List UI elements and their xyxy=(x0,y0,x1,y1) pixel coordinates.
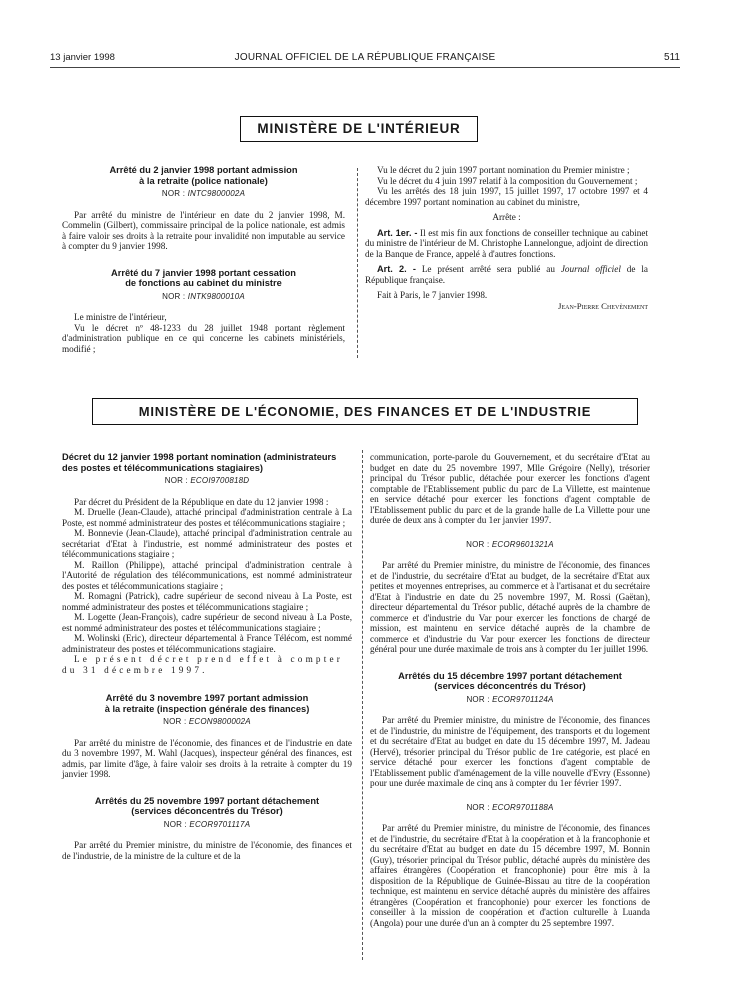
header-rule xyxy=(50,67,680,68)
article-1: Art. 1er. - Il est mis fin aux fonctions de conseiller technique au cabinet du ministre de l'intérieur de M. Christophe Lannelongue, adjoint de direction de la Banque de France, appelé à d'autres fonctions. xyxy=(365,227,648,259)
decree-body: Par arrêté du Premier ministre, du ministre de l'économie, des finances et de l'industrie, du secrétaire d'Etat à la coopération et à la francophonie et du secrétaire d'Etat au budget en date du 15 décembre 1997, M. Bonnin (Guy), trésorier principal du Trésor public, détaché auprès du ministère des affaires étrangères (Coopération et francophonie) pour être mis à la disposition de la République de Guinée-Bissau au titre de la coopération technique, est maintenu en service détaché auprès du ministère des affaires étrangères (Coopération et francophonie) pour exercer les fonctions de conseiller à la mission de coopération et d'action culturelle à Luanda (Angola) pour une durée d'un an à compter du 25 septembre 1997. xyxy=(370,823,650,928)
nor-reference: NOR : INTK9800010A xyxy=(162,291,245,301)
issue-date: 13 janvier 1998 xyxy=(50,52,115,63)
journal-title: JOURNAL OFFICIEL DE LA RÉPUBLIQUE FRANÇAISE xyxy=(234,52,496,63)
decree-body: communication, porte-parole du Gouvernement, et du secrétaire d'Etat au budget en date du 25 novembre 1997, Mlle Grégoire (Nelly), trésorier principal du Trésor public, détachée pour exercer les fonctions d'agent comptable de l'Etablissement public du parc de La Villette, est maintenue en service détaché pour exercer les fonctions d'agent comptable de l'Etablissement public du parc et de la grande halle de La Villette pour une durée de deux ans à compter du 1er janvier 1997. xyxy=(370,452,650,525)
decree-paragraph: Le présent décret prend effet à compter du 31 décembre 1997. xyxy=(62,654,344,675)
decree-paragraph: Vu le décret du 4 juin 1997 relatif à la composition du Gouvernement ; xyxy=(377,175,638,186)
nor-reference: NOR : ECOR9701188A xyxy=(466,802,554,812)
nor-reference: NOR : ECOI9700818D xyxy=(164,476,250,485)
decree-paragraph: M. Wolinski (Eric), directeur départemental à France Télécom, est nommé administrateur des postes et télécommunications stagiaire. xyxy=(62,633,352,654)
decree-paragraph: M. Raillon (Philippe), attaché principal d'administration centrale à l'Autorité de régulation des télécommunications, est nommé administrateur des postes et télécommunications stagiaire ; xyxy=(62,559,352,591)
decree-paragraph: Vu le décret du 2 juin 1997 portant nomination du Premier ministre ; xyxy=(377,165,630,175)
arrete-label: Arrête : xyxy=(492,212,521,222)
decree-paragraph: Par décret du Président de la République en date du 12 janvier 1998 : xyxy=(74,496,329,507)
section-heading-economie: MINISTÈRE DE L'ÉCONOMIE, DES FINANCES ET DE L'INDUSTRIE xyxy=(92,398,638,425)
decree-body: Par arrêté du Premier ministre, du ministre de l'économie, des finances et de l'industrie, du ministre de l'équipement, des transports et du logement et du secrétaire d'Etat au budget en date du 15 décembre 1997, M. Jadeau (Hervé), trésorier principal du Trésor public de 1re catégorie, est placé en service détaché pour exercer les fonctions d'agent comptable de l'Etablissement public d'aménagement de la ville nouvelle d'Evry (Essonne) pour une durée maximale de cinq ans à compter du 1er février 1997. xyxy=(370,715,650,788)
column-separator xyxy=(362,450,363,960)
date-place: Fait à Paris, le 7 janvier 1998. xyxy=(377,290,488,300)
decree-body: Par arrêté du Premier ministre, du ministre de l'économie, des finances et de l'industrie, du secrétaire d'Etat au budget, de la secrétaire d'Etat aux petites et moyennes entreprises, au commerce et à l'artisanat et du secrétaire d'Etat à l'industrie en date du 25 novembre 1997, M. Rossi (Gaëtan), directeur départemental du Trésor public, détaché auprès de la chambre de commerce et d'industrie du Var pour exercer les fonctions de chargé de mission, est maintenu en service détaché auprès de la chambre de commerce et d'industrie du Var pour exercer les fonctions de directeur général pour une durée maximale de trois ans à compter du 1er juillet 1996. xyxy=(370,560,650,654)
page-header xyxy=(50,52,680,66)
economie-right-column xyxy=(370,452,650,928)
decree-title: (services déconcentrés du Trésor) xyxy=(131,806,283,816)
section-heading-interieur: MINISTÈRE DE L'INTÉRIEUR xyxy=(240,116,478,142)
decree-title: Arrêté du 7 janvier 1998 portant cessation xyxy=(111,267,296,278)
decree-title: Décret du 12 janvier 1998 portant nomination (administrateurs des postes et télécommunications stagiaires) xyxy=(62,452,337,473)
interieur-left-column xyxy=(62,165,345,354)
decree-paragraph: Vu les arrêtés des 18 juin 1997, 15 juillet 1997, 17 octobre 1997 et 4 décembre 1997 portant nomination au cabinet du ministre, xyxy=(365,186,648,207)
decree-title: à la retraite (police nationale) xyxy=(139,175,268,186)
nor-reference: NOR : ECON9800002A xyxy=(163,717,251,726)
decree-body: Par arrêté du ministre de l'intérieur en date du 2 janvier 1998, M. Commelin (Gilbert), commissaire principal de la police nationale, est admis à faire valoir ses droits à la retraite pour invalidité non imputable au service à compter du 9 janvier 1998. xyxy=(62,209,345,251)
decree-title: Arrêtés du 25 novembre 1997 portant détachement xyxy=(94,795,320,806)
nor-reference: NOR : INTC9800002A xyxy=(161,189,246,198)
nor-reference: NOR : ECOR9601321A xyxy=(466,539,554,549)
economie-left-column xyxy=(62,452,352,861)
decree-title: Arrêtés du 15 décembre 1997 portant détachement xyxy=(398,670,622,681)
decree-body: Par arrêté du Premier ministre, du ministre de l'économie, des finances et de l'industrie, de la ministre de la culture et de la xyxy=(62,840,352,861)
page-number: 511 xyxy=(664,52,680,63)
decree-title: de fonctions au cabinet du ministre xyxy=(125,278,282,288)
signature: Jean-Pierre Chevènement xyxy=(558,300,648,311)
decree-title: Arrêté du 3 novembre 1997 portant admission xyxy=(105,693,309,703)
article-2: Art. 2. - Le présent arrêté sera publié au Journal officiel de la République française. xyxy=(365,264,649,285)
decree-paragraph: M. Logette (Jean-François), cadre supérieur de second niveau à La Poste, est nommé administrateur des postes et télécommunications stagiaire ; xyxy=(62,612,352,633)
column-separator xyxy=(357,168,358,358)
nor-reference: NOR : ECOR9701117A xyxy=(163,819,251,829)
nor-reference: NOR : ECOR9701124A xyxy=(466,694,554,704)
interieur-right-column xyxy=(365,165,648,311)
decree-title: (services déconcentrés du Trésor) xyxy=(434,681,586,691)
decree-paragraph: M. Bonnevie (Jean-Claude), attaché principal d'administration centrale au secrétariat d'Etat à l'industrie, est nommé administrateur des postes et télécommunications stagiaire ; xyxy=(62,528,352,559)
decree-paragraph: M. Druelle (Jean-Claude), attaché principal d'administration centrale à La Poste, est nommé administrateur des postes et télécommunications stagiaire ; xyxy=(62,507,352,528)
decree-paragraph: M. Romagni (Patrick), cadre supérieur de second niveau à La Poste, est nommé administrateur des postes et télécommunications stagiaire ; xyxy=(62,591,352,612)
decree-paragraph: Vu le décret nº 48-1233 du 28 juillet 1948 portant règlement d'administration publique en ce qui concerne les cabinets ministériels, modifié ; xyxy=(62,322,345,354)
decree-paragraph: Le ministre de l'intérieur, xyxy=(74,312,167,322)
decree-title: à la retraite (inspection générale des finances) xyxy=(104,703,310,714)
decree-title: Arrêté du 2 janvier 1998 portant admission xyxy=(109,165,298,175)
decree-body: Par arrêté du ministre de l'économie, des finances et de l'industrie en date du 3 novembre 1997, M. Wahl (Jacques), inspecteur général des finances, est admis, par limite d'âge, à faire valoir ses droits à la retraite à compter du 19 janvier 1998. xyxy=(62,737,352,779)
